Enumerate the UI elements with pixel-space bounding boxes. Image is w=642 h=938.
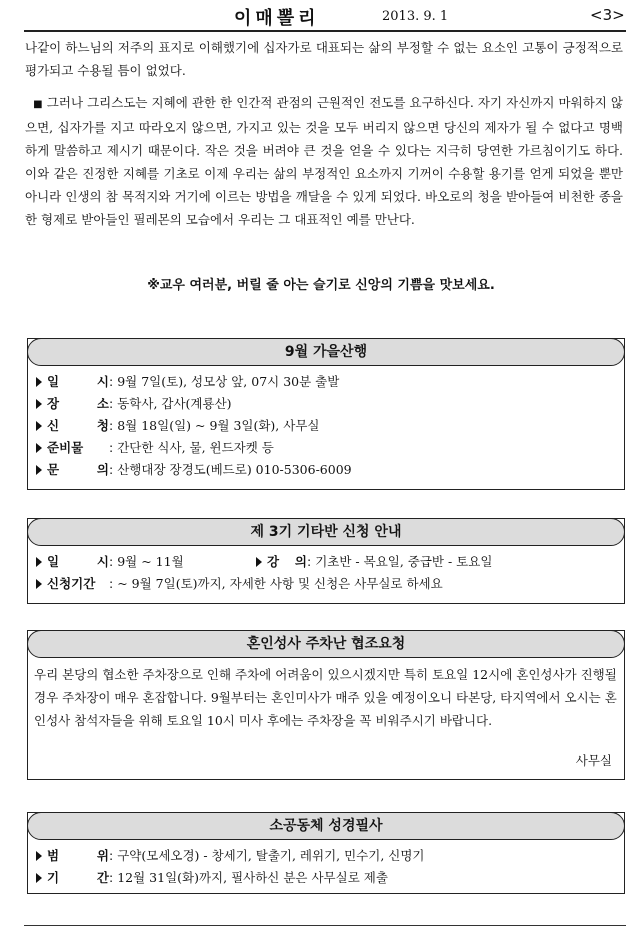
header-divider bbox=[24, 30, 626, 32]
article-paragraph-1: 나같이 하느님의 저주의 표지로 이해했기에 십자가로 대표되는 삶의 부정할 수 없는 요소인 고통이 긍정적으로 평가되고 수용될 틈이 없었다. bbox=[25, 40, 623, 78]
footer-divider bbox=[24, 925, 626, 926]
row-label: 일 시 bbox=[47, 374, 109, 389]
info-row: 신 청: 8월 18일(일) ~ 9월 3일(화), 사무실 bbox=[36, 415, 616, 437]
info-row: 범 위: 구약(모세오경) - 창세기, 탈출기, 레위기, 민수기, 신명기 bbox=[36, 845, 616, 867]
info-row: 문 의: 산행대장 장경도(베드로) 010-5306-6009 bbox=[36, 459, 616, 481]
triangle-bullet-icon bbox=[36, 873, 42, 883]
parking-text: 우리 본당의 협소한 주차장으로 인해 주차에 어려움이 있으시겠지만 특히 토요일 12시에 혼인성사가 진행될 경우 주차장이 매우 혼잡합니다. 9월부터는 혼인미사가 매주 있을 예정이오니 타본당, 타지역에서 오시는 혼인성사 참석자들을 위해 토요일 10시 미사 후에는 주차장을 꼭 비워주시기 바랍니다. bbox=[34, 667, 617, 728]
row-value: ~ 9월 7일(토)까지, 자세한 사항 및 신청은 사무실로 하세요 bbox=[117, 576, 443, 591]
triangle-bullet-icon bbox=[36, 421, 42, 431]
row-label: 신 청 bbox=[47, 418, 109, 433]
row-label: 범 위 bbox=[47, 848, 109, 863]
row-label: 준비물 bbox=[47, 440, 84, 455]
triangle-bullet-icon bbox=[36, 465, 42, 475]
info-row: 준비물 : 간단한 식사, 물, 윈드자켓 등 bbox=[36, 437, 616, 459]
bible-transcription-notice bbox=[27, 812, 625, 894]
issue-date: 2013. 9. 1 bbox=[382, 9, 449, 24]
triangle-bullet-icon bbox=[36, 399, 42, 409]
paragraph-2-text: 그러나 그리스도는 지혜에 관한 한 인간적 관점의 근원적인 전도를 요구하신다. 자기 자신까지 마워하지 않으면, 십자가를 지고 따라오지 않으면, 가지고 있는 것을 모두 버리지 않으면 당신의 제자가 될 수 없다고 명백하게 말씀하고 제시기 때문이다. 작은 것을 버려야 큰 것을 얻을 수 있다는 지극히 당연한 가르침이기도 하다. 이와 같은 진정한 지혜를 기초로 이제 우리는 삶의 부정적인 요소까지 기꺼이 수용할 용기를 얻게 되었을 뿐만 아니라 인생의 참 목적지와 거기에 이르는 방법을 깨달을 수 있게 되었다. 바오로의 청을 받아들여 비천한 종을 한 형제로 받아들인 필레몬의 모습에서 우리는 그 대표적인 예를 만난다. bbox=[25, 95, 623, 227]
class-info: 강 의: 기초반 - 목요일, 중급반 - 토요일 bbox=[256, 551, 492, 573]
row-label: 장 소 bbox=[47, 396, 109, 411]
row-value: 기초반 - 목요일, 중급반 - 토요일 bbox=[315, 554, 493, 569]
row-value: 9월 ~ 11월 bbox=[117, 554, 184, 569]
parking-notice bbox=[27, 630, 625, 780]
exhortation: ※교우 여러분, 버릴 줄 아는 슬기로 신앙의 기쁨을 맛보세요. bbox=[147, 278, 495, 293]
triangle-bullet-icon bbox=[36, 377, 42, 387]
info-row: 신청기간 : ~ 9월 7일(토)까지, 자세한 사항 및 신청은 사무실로 하세요 bbox=[36, 573, 616, 595]
transcription-title: 소공동체 성경필사 bbox=[27, 812, 625, 840]
row-label: 신청기간 bbox=[47, 576, 96, 591]
row-value: 구약(모세오경) - 창세기, 탈출기, 레위기, 민수기, 신명기 bbox=[117, 848, 425, 863]
row-label: 강 의 bbox=[267, 554, 307, 569]
row-value: 산행대장 장경도(베드로) 010-5306-6009 bbox=[117, 462, 352, 477]
page-number: <3> bbox=[590, 6, 625, 24]
row-label: 일 시 bbox=[47, 554, 109, 569]
guitar-class-notice bbox=[27, 518, 625, 604]
parking-title: 혼인성사 주차난 협조요청 bbox=[27, 630, 625, 658]
page-header bbox=[24, 4, 626, 30]
row-value: 동학사, 갑사(계룡산) bbox=[117, 396, 232, 411]
info-row: 일 시: 9월 7일(토), 성모상 앞, 07시 30분 출발 bbox=[36, 371, 616, 393]
info-row: 장 소: 동학사, 갑사(계룡산) bbox=[36, 393, 616, 415]
row-label: 문 의 bbox=[47, 462, 109, 477]
triangle-bullet-icon bbox=[36, 443, 42, 453]
triangle-bullet-icon bbox=[36, 557, 42, 567]
signature: 사무실 bbox=[575, 753, 612, 768]
row-value: 간단한 식사, 물, 윈드자켓 등 bbox=[117, 440, 274, 455]
masthead-title: 이매뽈리 bbox=[234, 8, 320, 29]
hiking-notice bbox=[27, 338, 625, 490]
info-row: 일 시: 9월 ~ 11월 강 의: 기초반 - 목요일, 중급반 - 토요일 bbox=[36, 551, 616, 573]
triangle-bullet-icon bbox=[36, 579, 42, 589]
guitar-title: 제 3기 기타반 신청 안내 bbox=[27, 518, 625, 546]
article-paragraph-2 bbox=[25, 91, 623, 231]
square-bullet-icon: ■ bbox=[33, 99, 43, 110]
row-value: 12월 31일(화)까지, 필사하신 분은 사무실로 제출 bbox=[117, 870, 388, 885]
row-label: 기 간 bbox=[47, 870, 109, 885]
info-row: 기 간: 12월 31일(화)까지, 필사하신 분은 사무실로 제출 bbox=[36, 867, 616, 889]
triangle-bullet-icon bbox=[256, 557, 262, 567]
row-value: 8월 18일(일) ~ 9월 3일(화), 사무실 bbox=[117, 418, 320, 433]
hiking-title: 9월 가을산행 bbox=[27, 338, 625, 366]
triangle-bullet-icon bbox=[36, 851, 42, 861]
row-value: 9월 7일(토), 성모상 앞, 07시 30분 출발 bbox=[117, 374, 340, 389]
